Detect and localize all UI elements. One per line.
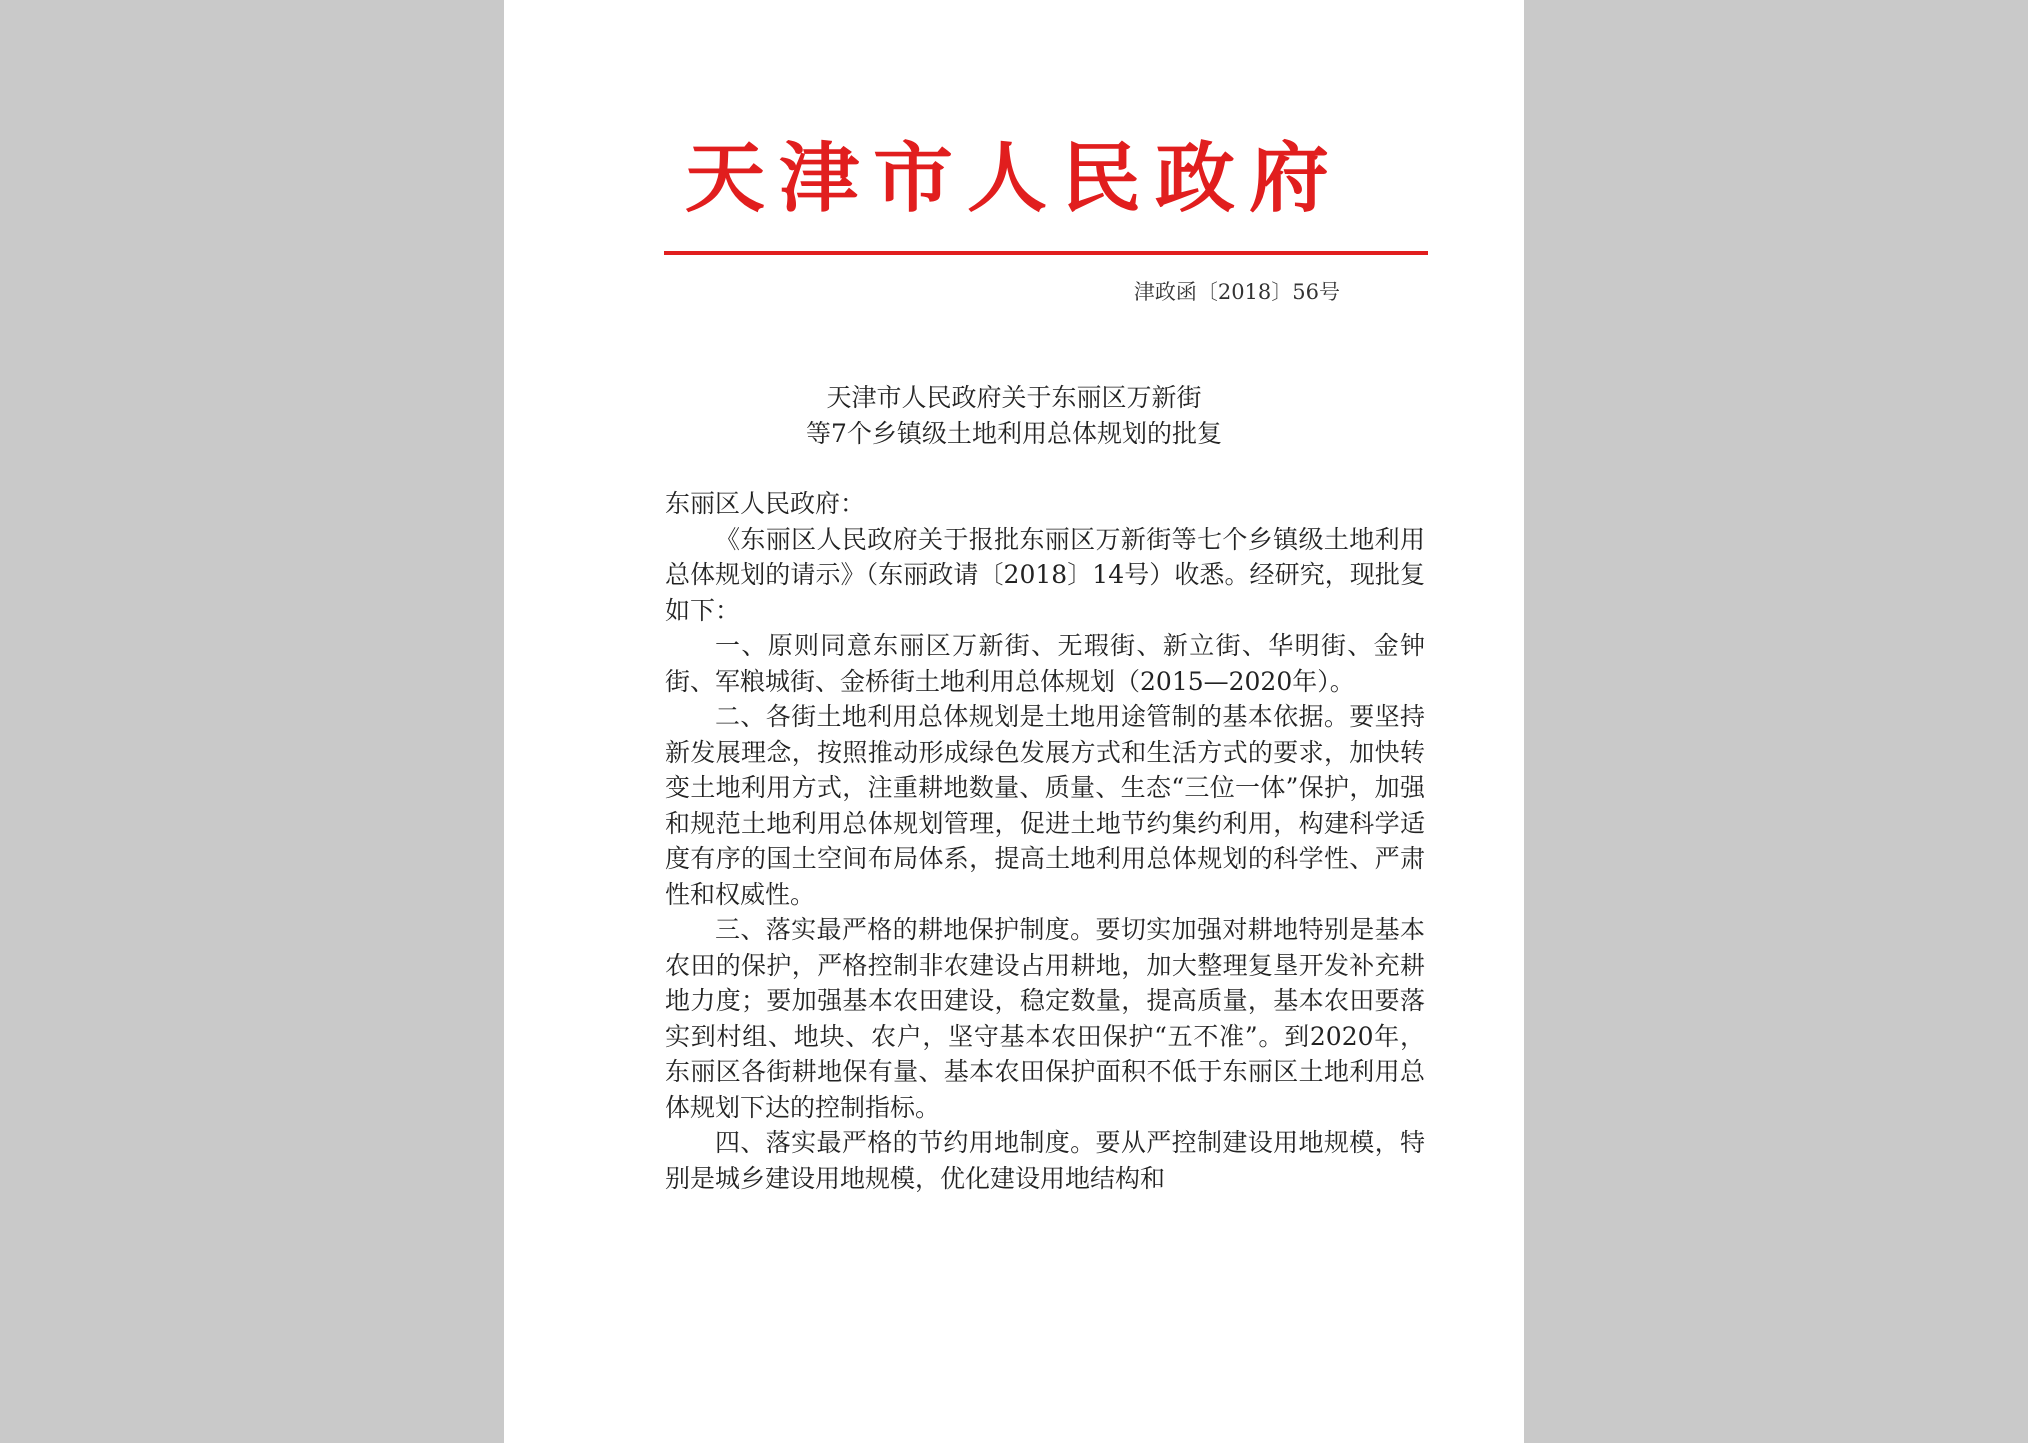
red-separator-line — [664, 251, 1428, 255]
document-page — [504, 0, 1524, 1443]
issuer-masthead: 天津市人民政府 — [685, 133, 1343, 223]
addressee: 东丽区人民政府： — [665, 489, 866, 518]
document-title-line-2: 等7个乡镇级土地利用总体规划的批复 — [806, 419, 1222, 448]
body-paragraph-1: 《东丽区人民政府关于报批东丽区万新街等七个乡镇级土地利用总体规划的请示》（东丽政请〔2018〕14号）收悉。经研究，现批复如下： — [665, 524, 1425, 625]
body-paragraph-5: 四、落实最严格的节约用地制度。要从严控制建设用地规模，特别是城乡建设用地规模，优化建设用地结构和 — [665, 1128, 1425, 1193]
document-number: 津政函〔2018〕56号 — [1133, 280, 1340, 304]
body-paragraph-4: 三、落实最严格的耕地保护制度。要切实加强对耕地特别是基本农田的保护，严格控制非农建设占用耕地，加大整理复垦开发补充耕地力度；要加强基本农田建设，稳定数量，提高质量，基本农田要落实到村组、地块、农户，坚守基本农田保护“五不准”。到2020年，东丽区各街耕地保有量、基本农田保护面积不低于东丽区土地利用总体规划下达的控制指标。 — [665, 915, 1425, 1122]
document-title — [504, 380, 1524, 452]
document-title-line-1: 天津市人民政府关于东丽区万新街 — [826, 383, 1202, 412]
body-paragraph-3: 二、各街土地利用总体规划是土地用途管制的基本依据。要坚持新发展理念，按照推动形成绿色发展方式和生活方式的要求，加快转变土地利用方式，注重耕地数量、质量、生态“三位一体”保护，加强和规范土地利用总体规划管理，促进土地节约集约利用，构建科学适度有序的国土空间布局体系，提高土地利用总体规划的科学性、严肃性和权威性。 — [665, 702, 1425, 909]
body-paragraph-2: 一、原则同意东丽区万新街、无瑕街、新立街、华明街、金钟街、军粮城街、金桥街土地利用总体规划（2015—2020年）。 — [665, 631, 1425, 696]
document-body — [665, 486, 1425, 1196]
